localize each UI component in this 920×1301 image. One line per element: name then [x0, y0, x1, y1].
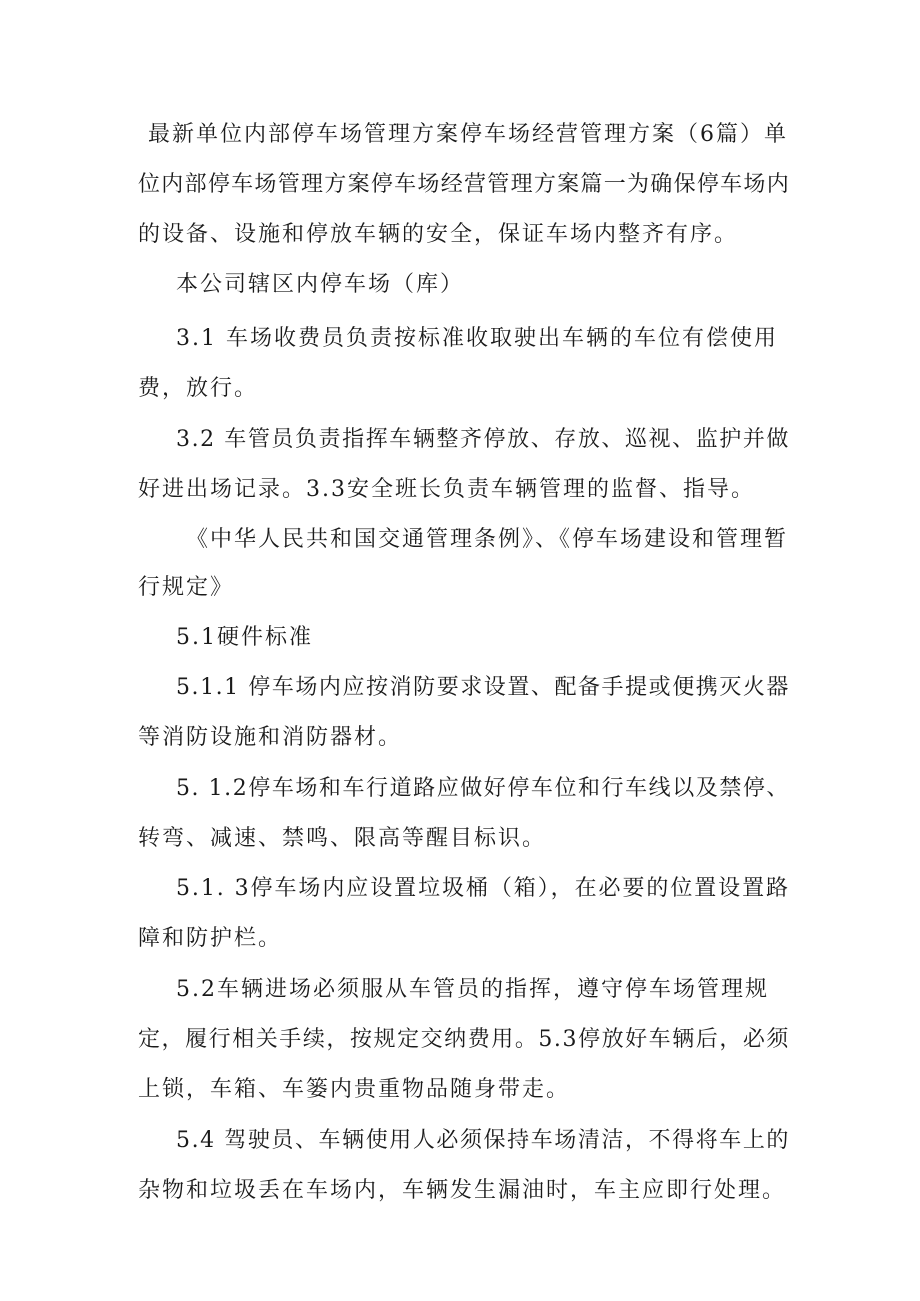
- paragraph-line: 5.4 驾驶员、车辆使用人必须保持车场清洁，不得将车上的: [176, 1128, 790, 1153]
- paragraph-line: 转弯、减速、禁鸣、限高等醒目标识。: [138, 826, 547, 851]
- paragraph-line: 定，履行相关手续，按规定交纳费用。5.3停放好车辆后，必须: [138, 1027, 790, 1052]
- paragraph-line: 的设备、设施和停放车辆的安全，保证车场内整齐有序。: [138, 222, 739, 247]
- title-line-1: 最新单位内部停车场管理方案停车场经营管理方案（6篇）单: [148, 122, 788, 147]
- paragraph-line: 好进出场记录。3.3安全班长负责车辆管理的监督、指导。: [138, 477, 755, 502]
- paragraph-line: 费，放行。: [138, 376, 259, 401]
- paragraph-line: 3.1 车场收费员负责按标准收取驶出车辆的车位有偿使用: [176, 326, 778, 351]
- paragraph-line: 本公司辖区内停车场（库）: [176, 272, 465, 297]
- paragraph-line: 等消防设施和消防器材。: [138, 725, 403, 750]
- paragraph-line: 5. 1.2停车场和车行道路应做好停车位和行车线以及禁停、: [176, 776, 790, 801]
- paragraph-line: 上锁，车箱、车篓内贵重物品随身带走。: [138, 1077, 571, 1102]
- paragraph-line: 杂物和垃圾丢在车场内，车辆发生漏油时，车主应即行处理。: [138, 1178, 787, 1203]
- paragraph-line: 5.1.1 停车场内应按消防要求设置、配备手提或便携灭火器: [176, 675, 790, 700]
- paragraph-line: 行规定》: [138, 575, 235, 600]
- paragraph-line: 5.1. 3停车场内应设置垃圾桶（箱），在必要的位置设置路: [176, 876, 790, 901]
- paragraph-line: 障和防护栏。: [138, 926, 283, 951]
- paragraph-line: 5.2车辆进场必须服从车管员的指挥，遵守停车场管理规: [176, 977, 769, 1002]
- paragraph-line: 位内部停车场管理方案停车场经营管理方案篇一为确保停车场内: [138, 172, 791, 197]
- paragraph-line: 《中华人民共和国交通管理条例》、《停车场建设和管理暂: [186, 527, 789, 552]
- paragraph-line: 5.1硬件标准: [176, 625, 313, 650]
- paragraph-line: 3.2 车管员负责指挥车辆整齐停放、存放、巡视、监护并做: [176, 427, 790, 452]
